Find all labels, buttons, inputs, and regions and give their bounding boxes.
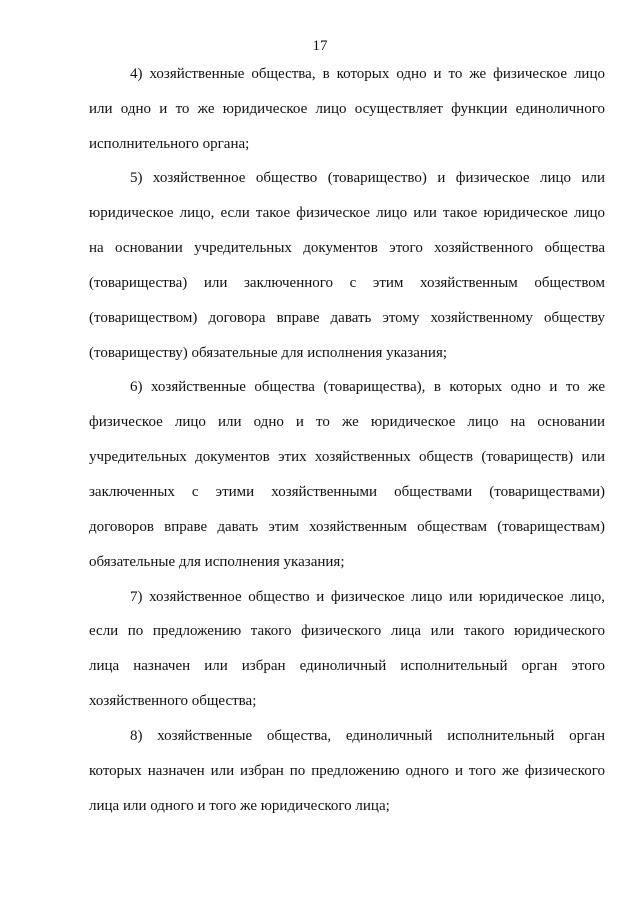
paragraph-5-line-1: 5) хозяйственное общество (товарищество) и физическое лицо или xyxy=(130,170,605,186)
paragraph-6-line-6: обязательные для исполнения указания; xyxy=(89,554,345,570)
paragraph-4-line-1: 4) хозяйственные общества, в которых одно и то же физическое лицо xyxy=(130,66,605,82)
page-number: 17 xyxy=(312,38,328,54)
paragraph-5-line-6: (товариществу) обязательные для исполнения указания; xyxy=(89,345,448,361)
paragraph-6-line-4: заключенных с этими хозяйственными обществами (товариществами) xyxy=(89,484,605,500)
paragraph-7-line-1: 7) хозяйственное общество и физическое лицо или юридическое лицо, xyxy=(130,589,605,605)
paragraph-5-line-3: на основании учредительных документов этого хозяйственного общества xyxy=(89,240,605,256)
paragraph-6-line-2: физическое лицо или одно и то же юридическое лицо на основании xyxy=(89,414,605,430)
paragraph-5-line-4: (товарищества) или заключенного с этим хозяйственным обществом xyxy=(89,275,605,291)
paragraph-6-line-5: договоров вправе давать этим хозяйственным обществам (товариществам) xyxy=(89,519,605,535)
paragraph-6-line-3: учредительных документов этих хозяйственных обществ (товариществ) или xyxy=(89,449,605,465)
paragraph-7-line-4: хозяйственного общества; xyxy=(89,693,257,709)
paragraph-5-line-2: юридическое лицо, если такое физическое лицо или такое юридическое лицо xyxy=(89,205,605,221)
paragraph-5-line-5: (товариществом) договора вправе давать этому хозяйственному обществу xyxy=(89,310,605,326)
paragraph-8-line-1: 8) хозяйственные общества, единоличный исполнительный орган xyxy=(130,728,605,744)
paragraph-4-line-2: или одно и то же юридическое лицо осуществляет функции единоличного xyxy=(89,101,605,117)
paragraph-8-line-2: которых назначен или избран по предложению одного и того же физического xyxy=(89,763,605,779)
paragraph-7-line-3: лица назначен или избран единоличный исполнительный орган этого xyxy=(89,658,605,674)
paragraph-6-line-1: 6) хозяйственные общества (товарищества), в которых одно и то же xyxy=(130,379,605,395)
paragraph-4-line-3: исполнительного органа; xyxy=(89,136,250,152)
paragraph-8-line-3: лица или одного и того же юридического лица; xyxy=(89,798,390,814)
paragraph-7-line-2: если по предложению такого физического лица или такого юридического xyxy=(89,623,605,639)
